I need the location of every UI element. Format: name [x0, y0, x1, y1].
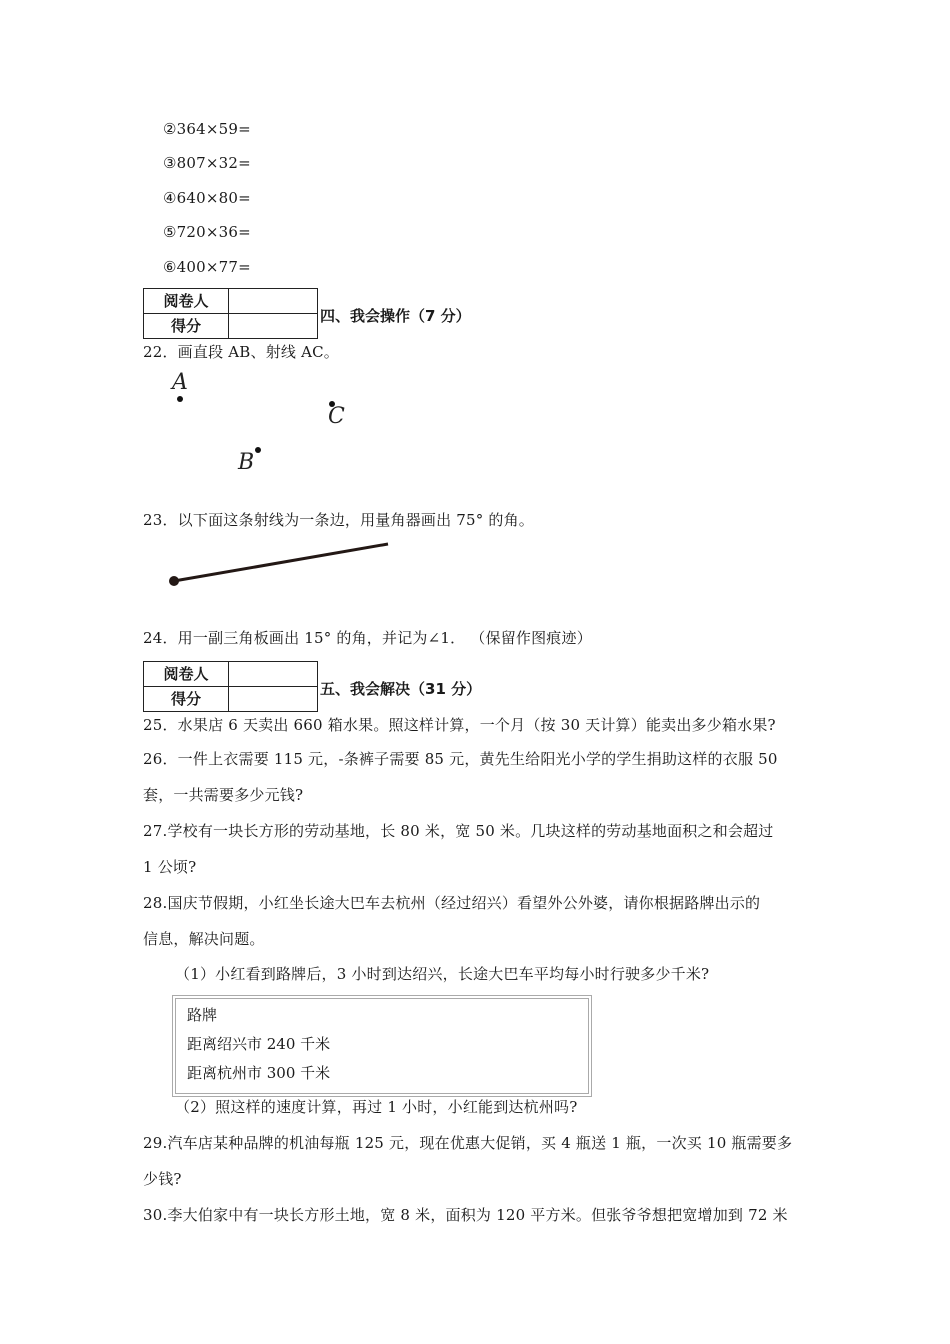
question-27-line1: 27.学校有一块长方形的劳动基地，长 80 米，宽 50 米。几块这样的劳动基地面积之和会超过	[143, 822, 774, 840]
reviewer-label: 阅卷人	[144, 662, 229, 687]
question-29-line2: 少钱?	[143, 1170, 182, 1188]
question-28-sub2: （2）照这样的速度计算，再过 1 小时，小红能到达杭州吗?	[175, 1098, 578, 1116]
question-26-line2: 套，一共需要多少元钱?	[143, 786, 304, 804]
score-field[interactable]	[229, 314, 318, 339]
question-25: 25．水果店 6 天卖出 660 箱水果。照这样计算，一个月（按 30 天计算）能卖出多少箱水果?	[143, 716, 776, 734]
question-28-line2: 信息，解决问题。	[143, 930, 265, 948]
grading-box-section4	[143, 288, 318, 339]
question-22: 22．画直段 AB、射线 AC。	[143, 343, 339, 361]
score-field[interactable]	[229, 687, 318, 712]
section4-title: 四、我会操作（7 分）	[320, 307, 471, 325]
point-a-dot	[177, 396, 183, 402]
grading-box-section5	[143, 661, 318, 712]
question-30-line1: 30.李大伯家中有一块长方形土地，宽 8 米，面积为 120 平方米。但张爷爷想把宽增加到 72 米	[143, 1206, 788, 1224]
reviewer-field[interactable]	[229, 662, 318, 687]
question-28-sub1: （1）小红看到路牌后，3 小时到达绍兴，长途大巴车平均每小时行驶多少千米?	[175, 965, 710, 983]
calc-item-3: ③807×32=	[163, 154, 251, 172]
ray-figure	[160, 535, 400, 590]
road-sign-hangzhou: 距离杭州市 300 千米	[187, 1064, 331, 1082]
calc-item-5: ⑤720×36=	[163, 223, 251, 241]
calc-item-6: ⑥400×77=	[163, 258, 251, 276]
score-label: 得分	[144, 314, 229, 339]
point-b-label: B	[238, 450, 255, 475]
question-29-line1: 29.汽车店某种品牌的机油每瓶 125 元，现在优惠大促销，买 4 瓶送 1 瓶，一次买 10 瓶需要多	[143, 1134, 793, 1152]
question-28-line1: 28.国庆节假期，小红坐长途大巴车去杭州（经过绍兴）看望外公外婆，请你根据路牌出示的	[143, 894, 761, 912]
road-sign-shaoxing: 距离绍兴市 240 千米	[187, 1035, 331, 1053]
calc-item-4: ④640×80=	[163, 189, 251, 207]
reviewer-label: 阅卷人	[144, 289, 229, 314]
section5-title: 五、我会解决（31 分）	[320, 680, 482, 698]
road-sign-title: 路牌	[187, 1006, 218, 1024]
question-27-line2: 1 公顷?	[143, 858, 197, 876]
score-label: 得分	[144, 687, 229, 712]
reviewer-field[interactable]	[229, 289, 318, 314]
road-sign-box	[172, 995, 592, 1097]
point-b-dot	[255, 447, 261, 453]
point-c-label: C	[328, 404, 345, 429]
point-a-label: A	[172, 370, 188, 395]
question-26-line1: 26．一件上衣需要 115 元，-条裤子需要 85 元，黄先生给阳光小学的学生捐助这样的衣服 50	[143, 750, 778, 768]
question-24: 24．用一副三角板画出 15° 的角，并记为∠1． （保留作图痕迹）	[143, 629, 592, 647]
question-23: 23．以下面这条射线为一条边，用量角器画出 75° 的角。	[143, 511, 535, 529]
calc-item-2: ②364×59=	[163, 120, 251, 138]
